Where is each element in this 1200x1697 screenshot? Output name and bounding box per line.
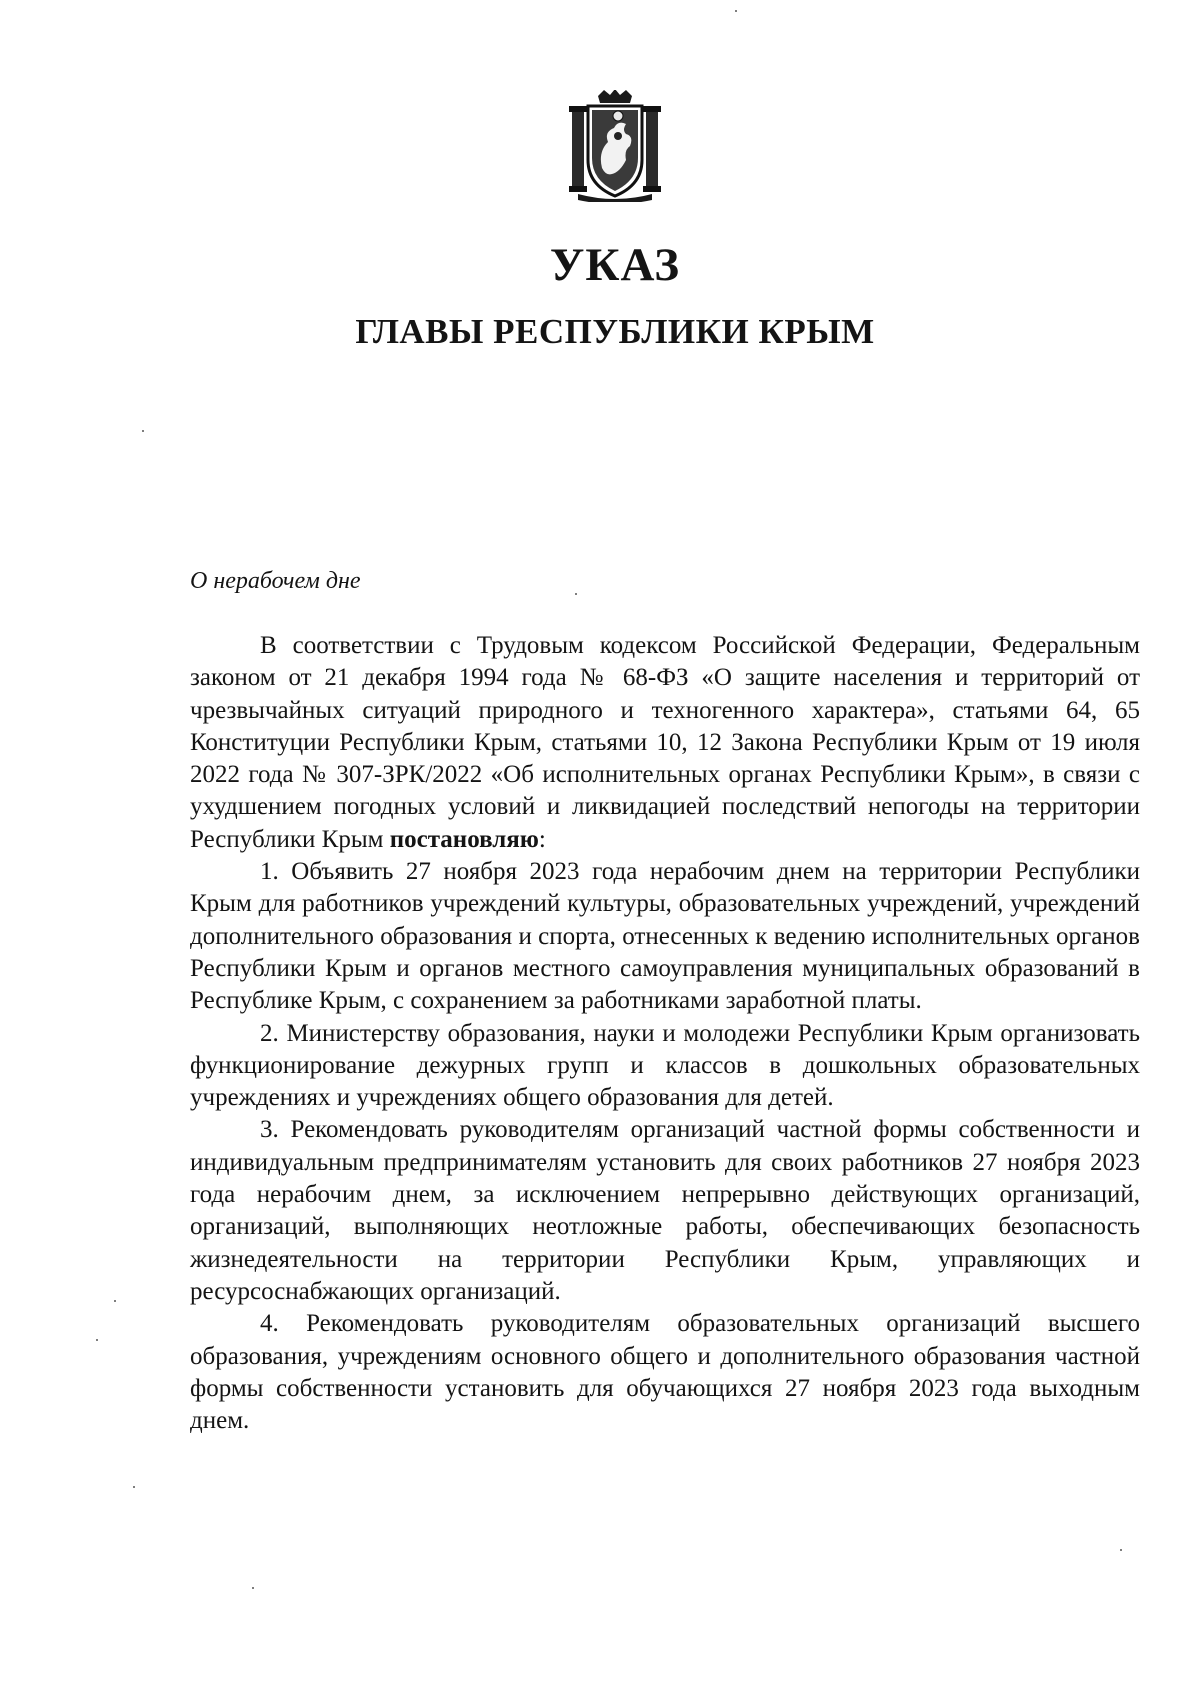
- document-type-title: УКАЗ: [549, 239, 681, 291]
- scan-speck: [133, 1486, 135, 1488]
- scan-speck: [142, 430, 144, 432]
- decree-word: постановляю: [389, 825, 539, 853]
- crimea-coat-of-arms-icon: [568, 90, 662, 202]
- scan-speck: [575, 593, 577, 595]
- document-body: [190, 630, 1140, 1437]
- decree-item: 4. Рекомендовать руководителям образовательных организаций высшего образования, учреждениям основного общего и дополнительного образования частной формы собственности установить для обучающихся 27 ноября 2023 года выходным днем.: [190, 1310, 1140, 1435]
- decree-item: 3. Рекомендовать руководителям организаций частной формы собственности и индивидуальным предпринимателям установить для своих работников 27 ноября 2023 года нерабочим днем, за исключением непрерывно действующих организаций, организаций, выполняющих неотложные работы, обеспечивающих безопасность жизнедеятельности на территории Республики Крым, управляющих и ресурсоснабжающих организаций.: [190, 1116, 1140, 1305]
- preamble-paragraph: [190, 630, 1140, 856]
- scan-speck: [96, 1339, 98, 1341]
- scan-speck: [252, 1587, 254, 1589]
- scan-speck: [114, 1300, 116, 1302]
- preamble-text: В соответствии с Трудовым кодексом Российской Федерации, Федеральным законом от 21 декабря 1994 года № 68-ФЗ «О защите населения и территорий от чрезвычайных ситуаций природного и техногенного характера», статьями 64, 65 Конституции Республики Крым, статьями 10, 12 Закона Республики Крым от 19 июля 2022 года № 307-ЗРК/2022 «Об исполнительных органах Республики Крым», в связи с ухудшением погодных условий и ликвидацией последствий непогоды на территории Республики Крым: [190, 632, 1140, 853]
- decree-suffix: :: [538, 825, 546, 853]
- scan-speck: [1120, 1549, 1122, 1551]
- decree-item: 2. Министерству образования, науки и молодежи Республики Крым организовать функционирование дежурных групп и классов в дошкольных образовательных учреждениях и учреждениях общего образования для детей.: [190, 1019, 1140, 1112]
- document-subject: О нерабочем дне: [190, 568, 361, 594]
- scan-speck: [735, 10, 737, 12]
- document-issuer-title: ГЛАВЫ РЕСПУБЛИКИ КРЫМ: [355, 312, 875, 351]
- decree-item: 1. Объявить 27 ноября 2023 года нерабочим днем на территории Республики Крым для работников учреждений культуры, образовательных учреждений, учреждений дополнительного образования и спорта, отнесенных к ведению исполнительных органов Республики Крым и органов местного самоуправления муниципальных образований в Республике Крым, с сохранением за работниками заработной платы.: [190, 858, 1140, 1015]
